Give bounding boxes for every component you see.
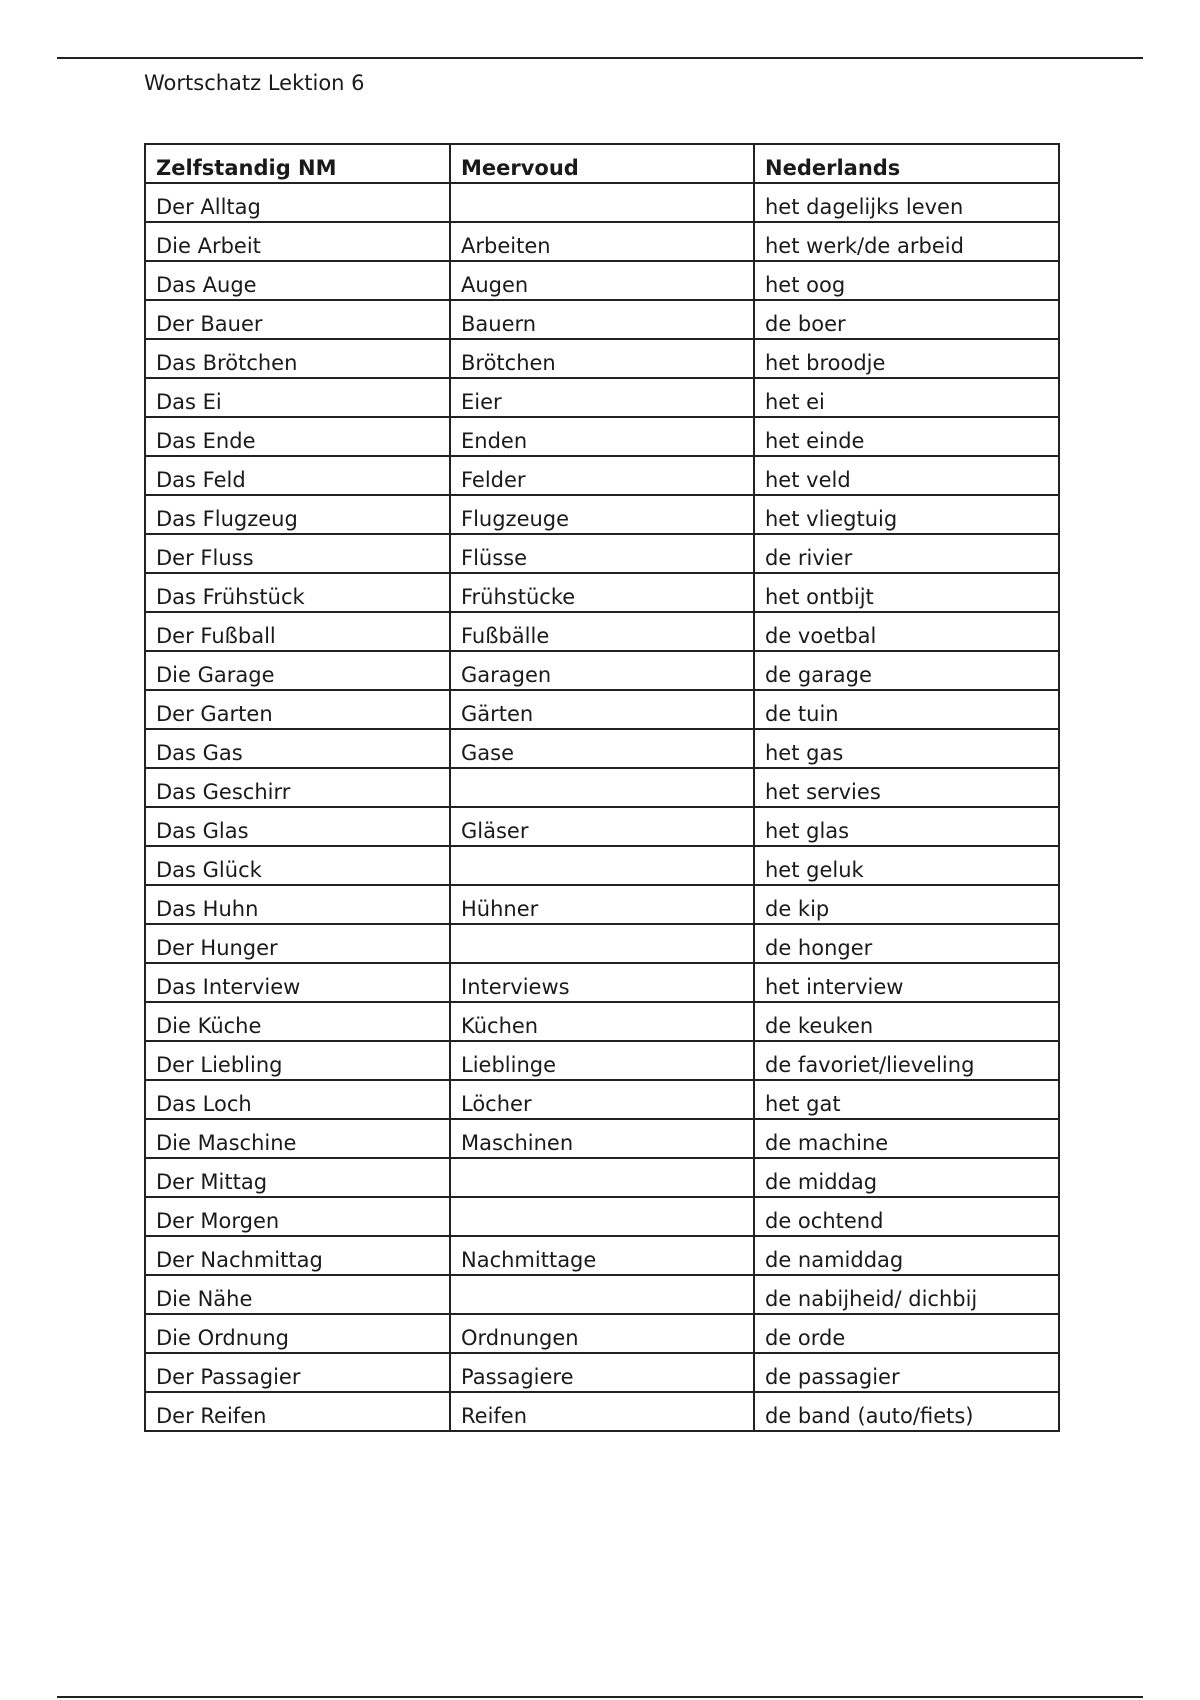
cell-dutch: de ochtend — [754, 1197, 1059, 1236]
cell-plural: Flüsse — [450, 534, 754, 573]
cell-noun: Das Glas — [145, 807, 450, 846]
cell-dutch: het gat — [754, 1080, 1059, 1119]
cell-plural: Fußbälle — [450, 612, 754, 651]
cell-noun: Der Bauer — [145, 300, 450, 339]
column-header-noun: Zelfstandig NM — [145, 144, 450, 183]
table-row — [145, 963, 1059, 1002]
column-header-plural: Meervoud — [450, 144, 754, 183]
cell-noun: Das Flugzeug — [145, 495, 450, 534]
cell-dutch: de kip — [754, 885, 1059, 924]
cell-plural: Gärten — [450, 690, 754, 729]
cell-noun: Das Frühstück — [145, 573, 450, 612]
cell-dutch: de rivier — [754, 534, 1059, 573]
cell-plural: Ordnungen — [450, 1314, 754, 1353]
cell-plural: Löcher — [450, 1080, 754, 1119]
cell-dutch: het vliegtuig — [754, 495, 1059, 534]
cell-dutch: het servies — [754, 768, 1059, 807]
cell-dutch: de tuin — [754, 690, 1059, 729]
cell-dutch: het dagelijks leven — [754, 183, 1059, 222]
vocabulary-table — [144, 143, 1060, 1432]
page-title: Wortschatz Lektion 6 — [144, 71, 365, 95]
cell-plural — [450, 846, 754, 885]
table-body — [145, 183, 1059, 1431]
table-row — [145, 417, 1059, 456]
cell-dutch: het einde — [754, 417, 1059, 456]
cell-dutch: het gas — [754, 729, 1059, 768]
table-row — [145, 768, 1059, 807]
table-row — [145, 1392, 1059, 1431]
cell-plural: Flugzeuge — [450, 495, 754, 534]
cell-noun: Das Geschirr — [145, 768, 450, 807]
cell-noun: Der Hunger — [145, 924, 450, 963]
table-row — [145, 885, 1059, 924]
cell-dutch: de namiddag — [754, 1236, 1059, 1275]
cell-noun: Das Ende — [145, 417, 450, 456]
cell-dutch: de boer — [754, 300, 1059, 339]
table-row — [145, 1314, 1059, 1353]
cell-plural: Frühstücke — [450, 573, 754, 612]
footer-rule — [57, 1696, 1143, 1698]
table-row — [145, 1275, 1059, 1314]
cell-noun: Der Liebling — [145, 1041, 450, 1080]
cell-noun: Die Ordnung — [145, 1314, 450, 1353]
cell-noun: Das Glück — [145, 846, 450, 885]
cell-plural: Lieblinge — [450, 1041, 754, 1080]
table-row — [145, 729, 1059, 768]
table-row — [145, 261, 1059, 300]
cell-plural: Eier — [450, 378, 754, 417]
table-row — [145, 300, 1059, 339]
cell-plural: Interviews — [450, 963, 754, 1002]
cell-plural: Bauern — [450, 300, 754, 339]
cell-dutch: de honger — [754, 924, 1059, 963]
cell-dutch: de passagier — [754, 1353, 1059, 1392]
cell-dutch: de orde — [754, 1314, 1059, 1353]
cell-noun: Der Mittag — [145, 1158, 450, 1197]
cell-plural: Felder — [450, 456, 754, 495]
table-row — [145, 1197, 1059, 1236]
cell-noun: Das Feld — [145, 456, 450, 495]
cell-plural: Hühner — [450, 885, 754, 924]
cell-noun: Das Huhn — [145, 885, 450, 924]
table-row — [145, 807, 1059, 846]
cell-noun: Der Garten — [145, 690, 450, 729]
cell-dutch: het interview — [754, 963, 1059, 1002]
cell-noun: Das Ei — [145, 378, 450, 417]
table-row — [145, 651, 1059, 690]
cell-noun: Der Alltag — [145, 183, 450, 222]
table-row — [145, 1158, 1059, 1197]
cell-noun: Die Arbeit — [145, 222, 450, 261]
table-row — [145, 222, 1059, 261]
table-row — [145, 495, 1059, 534]
table-row — [145, 1041, 1059, 1080]
cell-dutch: het geluk — [754, 846, 1059, 885]
cell-noun: Der Passagier — [145, 1353, 450, 1392]
cell-noun: Das Gas — [145, 729, 450, 768]
cell-plural: Augen — [450, 261, 754, 300]
cell-noun: Das Interview — [145, 963, 450, 1002]
cell-plural: Brötchen — [450, 339, 754, 378]
cell-noun: Die Maschine — [145, 1119, 450, 1158]
cell-plural: Gläser — [450, 807, 754, 846]
cell-noun: Die Küche — [145, 1002, 450, 1041]
header-rule — [57, 57, 1143, 59]
table-row — [145, 1002, 1059, 1041]
cell-dutch: de middag — [754, 1158, 1059, 1197]
table-row — [145, 378, 1059, 417]
table-row — [145, 924, 1059, 963]
cell-plural: Nachmittage — [450, 1236, 754, 1275]
table-row — [145, 690, 1059, 729]
cell-plural — [450, 1158, 754, 1197]
cell-plural — [450, 924, 754, 963]
cell-dutch: het broodje — [754, 339, 1059, 378]
cell-plural: Gase — [450, 729, 754, 768]
table-row — [145, 1119, 1059, 1158]
cell-plural — [450, 183, 754, 222]
cell-noun: Das Auge — [145, 261, 450, 300]
cell-dutch: het ei — [754, 378, 1059, 417]
cell-dutch: de nabijheid/ dichbij — [754, 1275, 1059, 1314]
cell-plural: Küchen — [450, 1002, 754, 1041]
cell-noun: Der Fluss — [145, 534, 450, 573]
cell-dutch: de favoriet/lieveling — [754, 1041, 1059, 1080]
cell-noun: Das Loch — [145, 1080, 450, 1119]
cell-plural: Maschinen — [450, 1119, 754, 1158]
cell-noun: Die Garage — [145, 651, 450, 690]
cell-dutch: het glas — [754, 807, 1059, 846]
cell-dutch: het ontbijt — [754, 573, 1059, 612]
header-row — [145, 144, 1059, 183]
cell-noun: Der Fußball — [145, 612, 450, 651]
cell-plural: Garagen — [450, 651, 754, 690]
table-row — [145, 846, 1059, 885]
cell-dutch: de voetbal — [754, 612, 1059, 651]
cell-dutch: de keuken — [754, 1002, 1059, 1041]
cell-dutch: de garage — [754, 651, 1059, 690]
table-row — [145, 339, 1059, 378]
cell-plural — [450, 768, 754, 807]
column-header-dutch: Nederlands — [754, 144, 1059, 183]
cell-plural — [450, 1197, 754, 1236]
cell-dutch: het werk/de arbeid — [754, 222, 1059, 261]
table-row — [145, 573, 1059, 612]
table-row — [145, 1353, 1059, 1392]
table-row — [145, 1236, 1059, 1275]
cell-dutch: het veld — [754, 456, 1059, 495]
table-row — [145, 1080, 1059, 1119]
cell-noun: Der Reifen — [145, 1392, 450, 1431]
cell-noun: Der Nachmittag — [145, 1236, 450, 1275]
cell-dutch: de machine — [754, 1119, 1059, 1158]
table-row — [145, 612, 1059, 651]
cell-noun: Die Nähe — [145, 1275, 450, 1314]
cell-plural: Enden — [450, 417, 754, 456]
table-row — [145, 456, 1059, 495]
cell-noun: Das Brötchen — [145, 339, 450, 378]
table-row — [145, 183, 1059, 222]
cell-plural: Passagiere — [450, 1353, 754, 1392]
table-row — [145, 534, 1059, 573]
cell-plural: Reifen — [450, 1392, 754, 1431]
cell-dutch: het oog — [754, 261, 1059, 300]
cell-dutch: de band (auto/fiets) — [754, 1392, 1059, 1431]
cell-plural — [450, 1275, 754, 1314]
cell-noun: Der Morgen — [145, 1197, 450, 1236]
cell-plural: Arbeiten — [450, 222, 754, 261]
